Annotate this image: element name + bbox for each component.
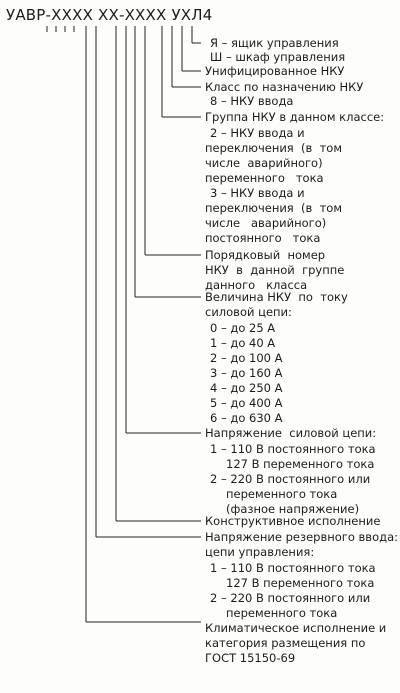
entry-climate-line: ГОСТ 15150-69	[205, 651, 296, 665]
entry-backup-voltage: Напряжение резервного ввода:	[205, 530, 398, 544]
entry-size-option: 6 – до 630 А	[210, 411, 283, 425]
entry-unified: Унифицированное НКУ	[205, 64, 345, 78]
entry-backup-voltage-line: 2 – 220 В постоянного или	[210, 591, 371, 605]
entry-size-option: 5 – до 400 А	[210, 396, 283, 410]
entry-power-voltage-line: (фазное напряжение)	[226, 502, 360, 516]
entry-size-option: 4 – до 250 А	[210, 381, 283, 395]
entry-climate-line: категория размещения по	[205, 636, 366, 650]
entry-power-voltage: Напряжение силовой цепи:	[205, 426, 377, 440]
entry-backup-voltage-line: переменного тока	[226, 606, 338, 620]
entry-power-voltage-line: 127 В переменного тока	[226, 457, 375, 471]
entry-size-option: 0 – до 25 А	[210, 321, 276, 335]
entry-size-line: силовой цепи:	[205, 305, 292, 319]
entry-group-line: 3 – НКУ ввода и	[210, 186, 305, 200]
entry-climate: Климатическое исполнение и	[205, 621, 387, 635]
entry-serial: Порядковый номер	[205, 248, 326, 262]
entry-backup-voltage-line: 1 – 110 В постоянного тока	[210, 561, 376, 575]
entry-size-option: 1 – до 40 А	[210, 336, 276, 350]
entry-group-line: постоянного тока	[205, 231, 321, 245]
entry-serial-line: данного класса	[205, 278, 308, 292]
entry-group-line: числе аварийного)	[205, 156, 323, 170]
entry-group-line: переключения (в том	[205, 141, 343, 155]
entry-box-type-1: Я – ящик управления	[210, 36, 339, 50]
entry-box-type-2: Ш – шкаф управления	[210, 50, 346, 64]
entry-design: Конструктивное исполнение	[205, 514, 381, 528]
entry-group-line: 2 – НКУ ввода и	[210, 126, 305, 140]
entry-size: Величина НКУ по току	[205, 290, 348, 304]
entry-class: Класс по назначению НКУ	[205, 80, 364, 94]
entry-group-line: переменного тока	[205, 171, 324, 185]
entry-group-line: переключения (в том	[205, 201, 343, 215]
entry-size-option: 2 – до 100 А	[210, 351, 283, 365]
entry-backup-voltage-line: цепи управления:	[205, 545, 315, 559]
designation-code: УАВР-ХХХХ ХХ-ХХХХ УХЛ4	[6, 6, 213, 24]
entry-size-option: 3 – до 160 А	[210, 366, 283, 380]
entry-power-voltage-line: переменного тока	[226, 487, 338, 501]
entry-group: Группа НКУ в данном классе:	[205, 110, 385, 124]
entry-group-line: числе аварийного)	[205, 216, 327, 230]
entry-class-value: 8 – НКУ ввода	[210, 94, 294, 108]
entry-backup-voltage-line: 127 В переменного тока	[226, 576, 375, 590]
entry-power-voltage-line: 1 – 110 В постоянного тока	[210, 442, 376, 456]
entry-power-voltage-line: 2 – 220 В постоянного или	[210, 472, 371, 486]
entry-serial-line: НКУ в данной группе	[205, 263, 345, 277]
